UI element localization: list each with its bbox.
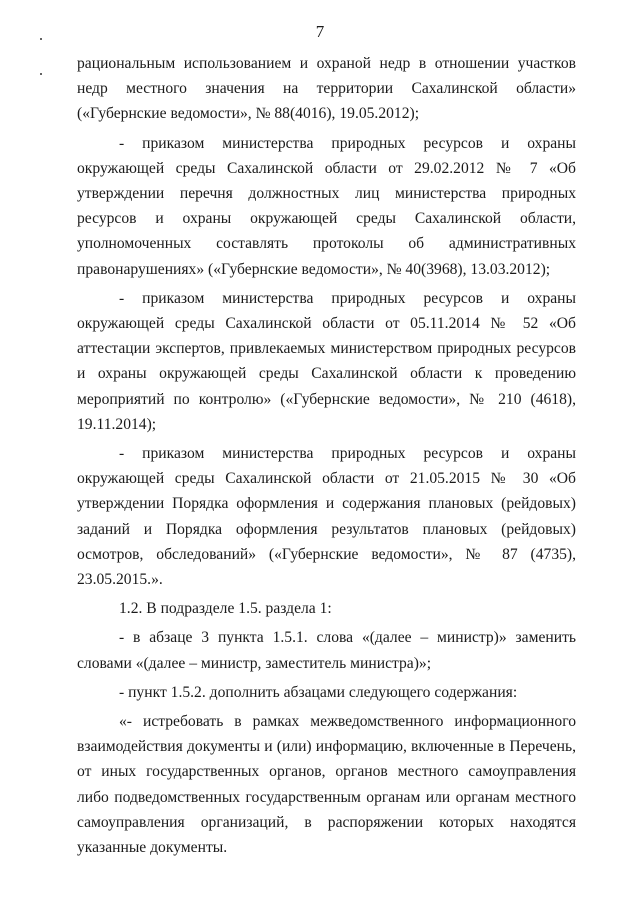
document-body bbox=[77, 51, 576, 860]
paragraph-item-1-5-1: - в абзаце 3 пункта 1.5.1. слова «(далее – министр)» заменить словами «(далее – министр, заместитель министра)»; bbox=[77, 629, 576, 672]
paragraph-order-05-11-2014: - приказом министерства природных ресурсов и охраны окружающей среды Сахалинской области от 05.11.2014 № 52 «Об аттестации экспертов, привлекаемых министерством природных ресурсов и охраны окружающей среды Сахалинской области к проведению мероприятий по контролю» («Губернские ведомости», № 210 (4618), 19.11.2014); bbox=[77, 289, 576, 433]
paragraph-order-29-02-2012: - приказом министерства природных ресурсов и охраны окружающей среды Сахалинской области от 29.02.2012 № 7 «Об утверждении перечня должностных лиц министерства природных ресурсов и охраны окружающей среды Сахалинской области, уполномоченных составлять протоколы об административных правонарушениях» («Губернские ведомости», № 40(3968), 13.03.2012); bbox=[77, 134, 576, 278]
paragraph-item-1-5-2: - пункт 1.5.2. дополнить абзацами следующего содержания: bbox=[119, 683, 518, 701]
paragraph-section-1-2: 1.2. В подразделе 1.5. раздела 1: bbox=[119, 600, 332, 618]
paragraph-order-21-05-2015: - приказом министерства природных ресурсов и охраны окружающей среды Сахалинской области от 21.05.2015 № 30 «Об утверждении Порядка оформления и содержания плановых (рейдовых) заданий и Порядка оформления результатов плановых (рейдовых) осмотров, обследований» («Губернские ведомости», № 87 (4735), 23.05.2015.». bbox=[77, 445, 576, 589]
paragraph-continuation: рациональным использованием и охраной недр в отношении участков недр местного значения на территории Сахалинской области» («Губернские ведомости», № 88(4016), 19.05.2012); bbox=[77, 55, 576, 123]
paragraph-quoted-addition: «- истребовать в рамках межведомственного информационного взаимодействия документы и (или) информацию, включенные в Перечень, от иных государственных органов, органов местного самоуправления либо подведомственных государственным органам или органам местного самоуправления организаций, в распоряжении которых находятся указанные документы. bbox=[77, 713, 576, 857]
scan-speck bbox=[40, 38, 42, 40]
page-number: 7 bbox=[315, 22, 325, 41]
scan-speck bbox=[40, 73, 42, 75]
